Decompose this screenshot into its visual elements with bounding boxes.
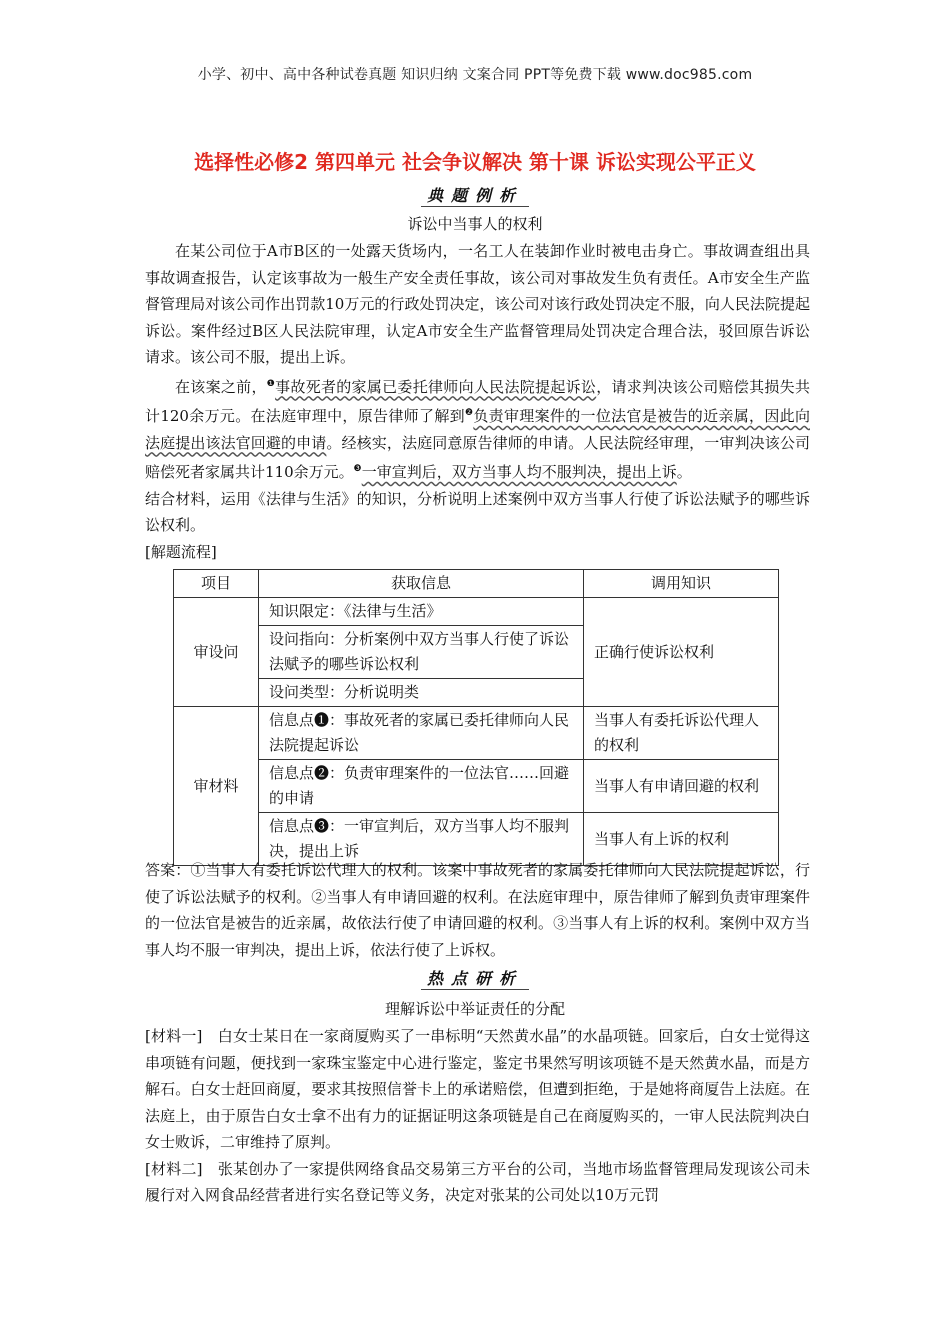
lesson-title: 选择性必修2 第四单元 社会争议解决 第十课 诉讼实现公平正义 (194, 150, 756, 174)
knowledge-cell: 正确行使诉讼权利 (584, 598, 779, 707)
group-label-material: 审材料 (174, 707, 259, 866)
table-cell: 信息点❸：一审宣判后，双方当事人均不服判决，提出上诉 (259, 813, 584, 866)
page-header: 小学、初中、高中各种试卷真题 知识归纳 文案合同 PPT等免费下载 www.doc985.com (197, 67, 753, 83)
table-cell: 信息点❷：负责审理案件的一位法官……回避的申请 (259, 760, 584, 813)
answer-block (145, 857, 810, 963)
section-heading-text: 典题例析 (421, 183, 529, 207)
info-point-3: 一审宣判后，双方当事人均不服判决，提出上诉 (361, 463, 677, 481)
group-label-question: 审设问 (174, 598, 259, 707)
material-2: [材料二] 张某创办了一家提供网络食品交易第三方平台的公司，当地市场监督管理局发现该公司未履行对入网食品经营者进行实名登记等义务，决定对张某的公司处以10万元罚 (145, 1159, 810, 1204)
solution-flow-table (173, 569, 779, 866)
case-paragraph-1: 在某公司位于A市B区的一处露天货场内，一名工人在装卸作业时被电击身亡。事故调查组出具事故调查报告，认定该事故为一般生产安全责任事故，该公司对事故发生负有责任。A市安全生产监督管理局对该公司作出罚款10万元的行政处罚决定，该公司对该行政处罚决定不服，向人民法院提起诉讼。案件经过B区人民法院审理，认定A市安全生产监督管理局处罚决定合理合法，驳回原告诉讼请求。该公司不服，提出上诉。 (145, 242, 810, 366)
marker-1: ❶ (266, 378, 276, 389)
marker-3: ❸ (353, 464, 362, 474)
section-heading-hotspot (0, 966, 950, 990)
table-row (174, 707, 779, 760)
case-paragraph-2: 在该案之前，$^❶$事故死者的家属已委托律师向人民法院提起诉讼，请求判决该公司赔偿其损失共计120余万元。在法庭审理中，原告律师了解到$^❷$负责审理案件的一位法官是被告的近亲属，因此向法庭提出该法官回避的申请。经核实，法庭同意原告律师的申请。人民法院经审理，一审判决该公司赔偿死者家属共计110余万元。$^❸$一审宣判后，双方当事人均不服判决，提出上诉。 (145, 377, 810, 481)
answer-text: 答案：①当事人有委托诉讼代理人的权利。该案中事故死者的家属委托律师向人民法院提起诉讼，行使了诉讼法赋予的权利。②当事人有申请回避的权利。在法庭审理中，原告律师了解到负责审理案件的一位法官是被告的近亲属，故依法行使了申请回避的权利。③当事人有上诉的权利。案例中双方当事人均不服一审判决，提出上诉，依法行使了上诉权。 (145, 861, 810, 959)
knowledge-cell: 当事人有申请回避的权利 (584, 760, 779, 813)
table-header-cell: 项目 (174, 570, 259, 598)
knowledge-cell: 当事人有委托诉讼代理人的权利 (584, 707, 779, 760)
table-cell: 设问类型：分析说明类 (259, 679, 584, 707)
example-body (145, 238, 810, 565)
table-cell: 知识限定：《法律与生活》 (259, 598, 584, 626)
table-header-cell: 调用知识 (584, 570, 779, 598)
material-1: [材料一] 白女士某日在一家商厦购买了一串标明“天然黄水晶”的水晶项链。回家后，白女士觉得这串项链有问题，便找到一家珠宝鉴定中心进行鉴定，鉴定书果然写明该项链不是天然黄水晶，而是方解石。白女士赶回商厦，要求其按照信誉卡上的承诺赔偿，但遭到拒绝，于是她将商厦告上法庭。在法庭上，由于原告白女士拿不出有力的证据证明这条项链是自己在商厦购买的，一审人民法院判决白女士败诉，二审维持了原判。 (145, 1027, 810, 1151)
info-point-1: 事故死者的家属已委托律师向人民法院提起诉讼 (275, 377, 597, 396)
flow-label: [解题流程] (145, 542, 217, 561)
info-point-2: 负责审理案件的一位法官是被告的近亲属，因此向法庭提出该法官回避的申请 (145, 407, 810, 452)
section-heading-examples (0, 183, 950, 207)
marker-2: ❷ (464, 408, 474, 418)
hotspot-body (145, 1023, 810, 1209)
table-row (174, 598, 779, 626)
table-cell: 信息点❶：事故死者的家属已委托律师向人民法院提起诉讼 (259, 707, 584, 760)
question-text: 结合材料，运用《法律与生活》的知识，分析说明上述案例中双方当事人行使了诉讼法赋予的哪些诉讼权利。 (145, 489, 810, 534)
hotspot-topic: 理解诉讼中举证责任的分配 (384, 1000, 565, 1018)
example-topic: 诉讼中当事人的权利 (407, 215, 543, 233)
section-heading-text: 热点研析 (421, 966, 529, 990)
table-header-row (174, 570, 779, 598)
knowledge-cell: 当事人有上诉的权利 (584, 813, 779, 866)
table-cell: 设问指向：分析案例中双方当事人行使了诉讼法赋予的哪些诉讼权利 (259, 626, 584, 679)
table-header-cell: 获取信息 (259, 570, 584, 598)
table-row (174, 760, 779, 813)
